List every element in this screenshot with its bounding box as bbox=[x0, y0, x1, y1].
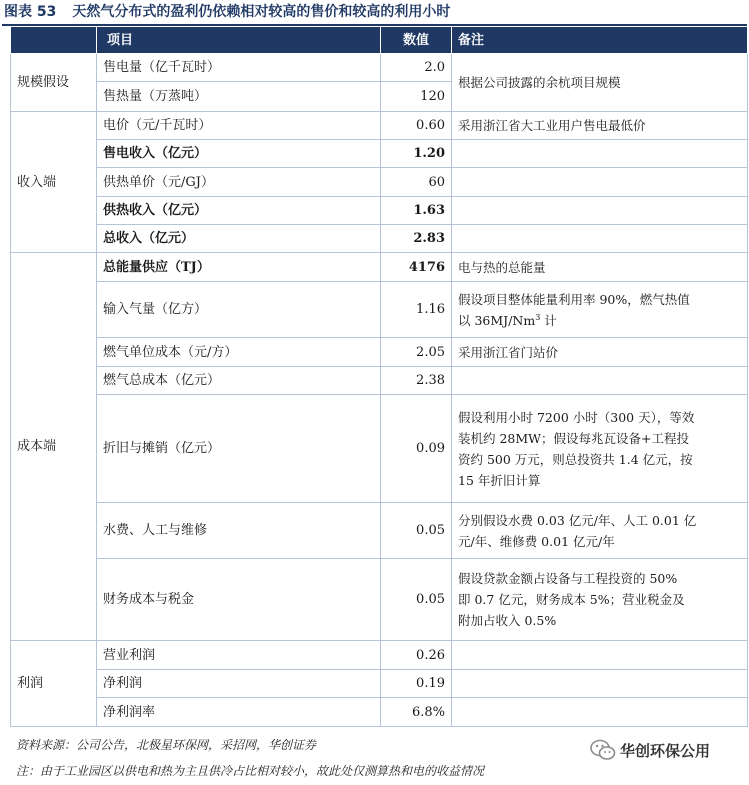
row-value: 1.20 bbox=[381, 140, 452, 168]
row-item: 总收入（亿元） bbox=[97, 225, 381, 253]
note-line: 资约 500 万元，则总投资共 1.4 亿元，按 bbox=[458, 451, 693, 467]
table-row bbox=[11, 338, 748, 367]
row-item: 售热量（万蒸吨） bbox=[97, 82, 381, 112]
group-label-scale: 规模假设 bbox=[11, 54, 97, 112]
note-line: 以 36MJ/Nm bbox=[458, 312, 536, 328]
row-note bbox=[452, 395, 748, 503]
row-note: 采用浙江省大工业用户售电最低价 bbox=[452, 112, 748, 140]
row-item: 水费、人工与维修 bbox=[97, 503, 381, 559]
wechat-icon bbox=[590, 739, 616, 761]
source-note: 资料来源：公司公告，北极星环保网，采招网，华创证券 bbox=[16, 738, 317, 752]
row-item: 总能量供应（TJ） bbox=[97, 253, 381, 282]
row-note bbox=[452, 282, 748, 338]
row-note bbox=[452, 698, 748, 727]
row-item: 供热单价（元/GJ） bbox=[97, 168, 381, 197]
profit-model-table bbox=[10, 26, 748, 727]
header-value: 数值 bbox=[381, 27, 452, 54]
watermark-text: 华创环保公用 bbox=[620, 741, 711, 760]
row-item: 燃气总成本（亿元） bbox=[97, 367, 381, 395]
row-value: 6.8% bbox=[381, 698, 452, 727]
table-row bbox=[11, 698, 748, 727]
row-item: 电价（元/千瓦时） bbox=[97, 112, 381, 140]
table-header-row bbox=[11, 27, 748, 54]
row-item: 输入气量（亿方） bbox=[97, 282, 381, 338]
row-note: 根据公司披露的余杭项目规模 bbox=[452, 54, 748, 112]
note-line: 15 年折旧计算 bbox=[458, 472, 541, 488]
row-note bbox=[452, 197, 748, 225]
header-note: 备注 bbox=[452, 27, 748, 54]
watermark bbox=[590, 738, 710, 762]
figure-number: 图表 53 bbox=[4, 4, 57, 20]
table-row bbox=[11, 253, 748, 282]
row-value: 2.0 bbox=[381, 54, 452, 82]
group-label-profit: 利润 bbox=[11, 641, 97, 727]
footnote: 注：由于工业园区以供电和热为主且供冷占比相对较小，故此处仅测算热和电的收益情况 bbox=[16, 764, 485, 778]
row-value: 1.63 bbox=[381, 197, 452, 225]
table-row bbox=[11, 54, 748, 82]
row-value: 1.16 bbox=[381, 282, 452, 338]
table-row bbox=[11, 168, 748, 197]
row-value: 0.60 bbox=[381, 112, 452, 140]
note-line: 假设贷款金额占设备与工程投资的 50% bbox=[458, 571, 678, 586]
row-note: 采用浙江省门站价 bbox=[452, 338, 748, 367]
row-note: 电与热的总能量 bbox=[452, 253, 748, 282]
table-row bbox=[11, 395, 748, 503]
row-value: 0.19 bbox=[381, 670, 452, 698]
row-value: 4176 bbox=[381, 253, 452, 282]
row-note bbox=[452, 168, 748, 197]
note-line: 分别假设水费 0.03 亿元/年、人工 0.01 亿 bbox=[458, 512, 697, 528]
row-value: 0.09 bbox=[381, 395, 452, 503]
row-value: 0.26 bbox=[381, 641, 452, 670]
row-value: 60 bbox=[381, 168, 452, 197]
row-note bbox=[452, 367, 748, 395]
row-item: 营业利润 bbox=[97, 641, 381, 670]
row-item: 净利润 bbox=[97, 670, 381, 698]
figure-title bbox=[2, 2, 747, 26]
row-value: 0.05 bbox=[381, 503, 452, 559]
table-row bbox=[11, 112, 748, 140]
note-line: 附加占收入 0.5% bbox=[458, 613, 557, 628]
row-note bbox=[452, 503, 748, 559]
row-value: 2.83 bbox=[381, 225, 452, 253]
figure-caption: 天然气分布式的盈利仍依赖相对较高的售价和较高的利用小时 bbox=[72, 4, 451, 20]
row-item: 售电收入（亿元） bbox=[97, 140, 381, 168]
header-blank bbox=[11, 27, 97, 54]
row-item: 供热收入（亿元） bbox=[97, 197, 381, 225]
row-item: 财务成本与税金 bbox=[97, 559, 381, 641]
table-row bbox=[11, 503, 748, 559]
note-line: 装机约 28MW；假设每兆瓦设备+工程投 bbox=[458, 430, 690, 446]
row-value: 120 bbox=[381, 82, 452, 112]
row-note bbox=[452, 641, 748, 670]
row-item: 净利润率 bbox=[97, 698, 381, 727]
table-row bbox=[11, 670, 748, 698]
row-note bbox=[452, 559, 748, 641]
note-line: 即 0.7 亿元，财务成本 5%；营业税金及 bbox=[458, 592, 685, 607]
row-note bbox=[452, 670, 748, 698]
note-line: 假设利用小时 7200 小时（300 天），等效 bbox=[458, 409, 695, 425]
row-item: 售电量（亿千瓦时） bbox=[97, 54, 381, 82]
group-label-revenue: 收入端 bbox=[11, 112, 97, 253]
row-value: 2.38 bbox=[381, 367, 452, 395]
note-line-tail: 计 bbox=[540, 312, 557, 328]
row-value: 0.05 bbox=[381, 559, 452, 641]
row-note bbox=[452, 225, 748, 253]
table-row bbox=[11, 197, 748, 225]
note-line: 假设项目整体能量利用率 90%，燃气热值 bbox=[458, 291, 690, 307]
table-row bbox=[11, 225, 748, 253]
header-item: 项目 bbox=[97, 27, 381, 54]
table-row bbox=[11, 140, 748, 168]
row-item: 折旧与摊销（亿元） bbox=[97, 395, 381, 503]
row-value: 2.05 bbox=[381, 338, 452, 367]
table-row bbox=[11, 367, 748, 395]
note-superscript: 3 bbox=[535, 312, 541, 322]
note-line: 元/年、维修费 0.01 亿元/年 bbox=[458, 533, 615, 549]
table-row bbox=[11, 282, 748, 338]
group-label-cost: 成本端 bbox=[11, 253, 97, 641]
table-row bbox=[11, 641, 748, 670]
row-note bbox=[452, 140, 748, 168]
table-row bbox=[11, 559, 748, 641]
row-item: 燃气单位成本（元/方） bbox=[97, 338, 381, 367]
